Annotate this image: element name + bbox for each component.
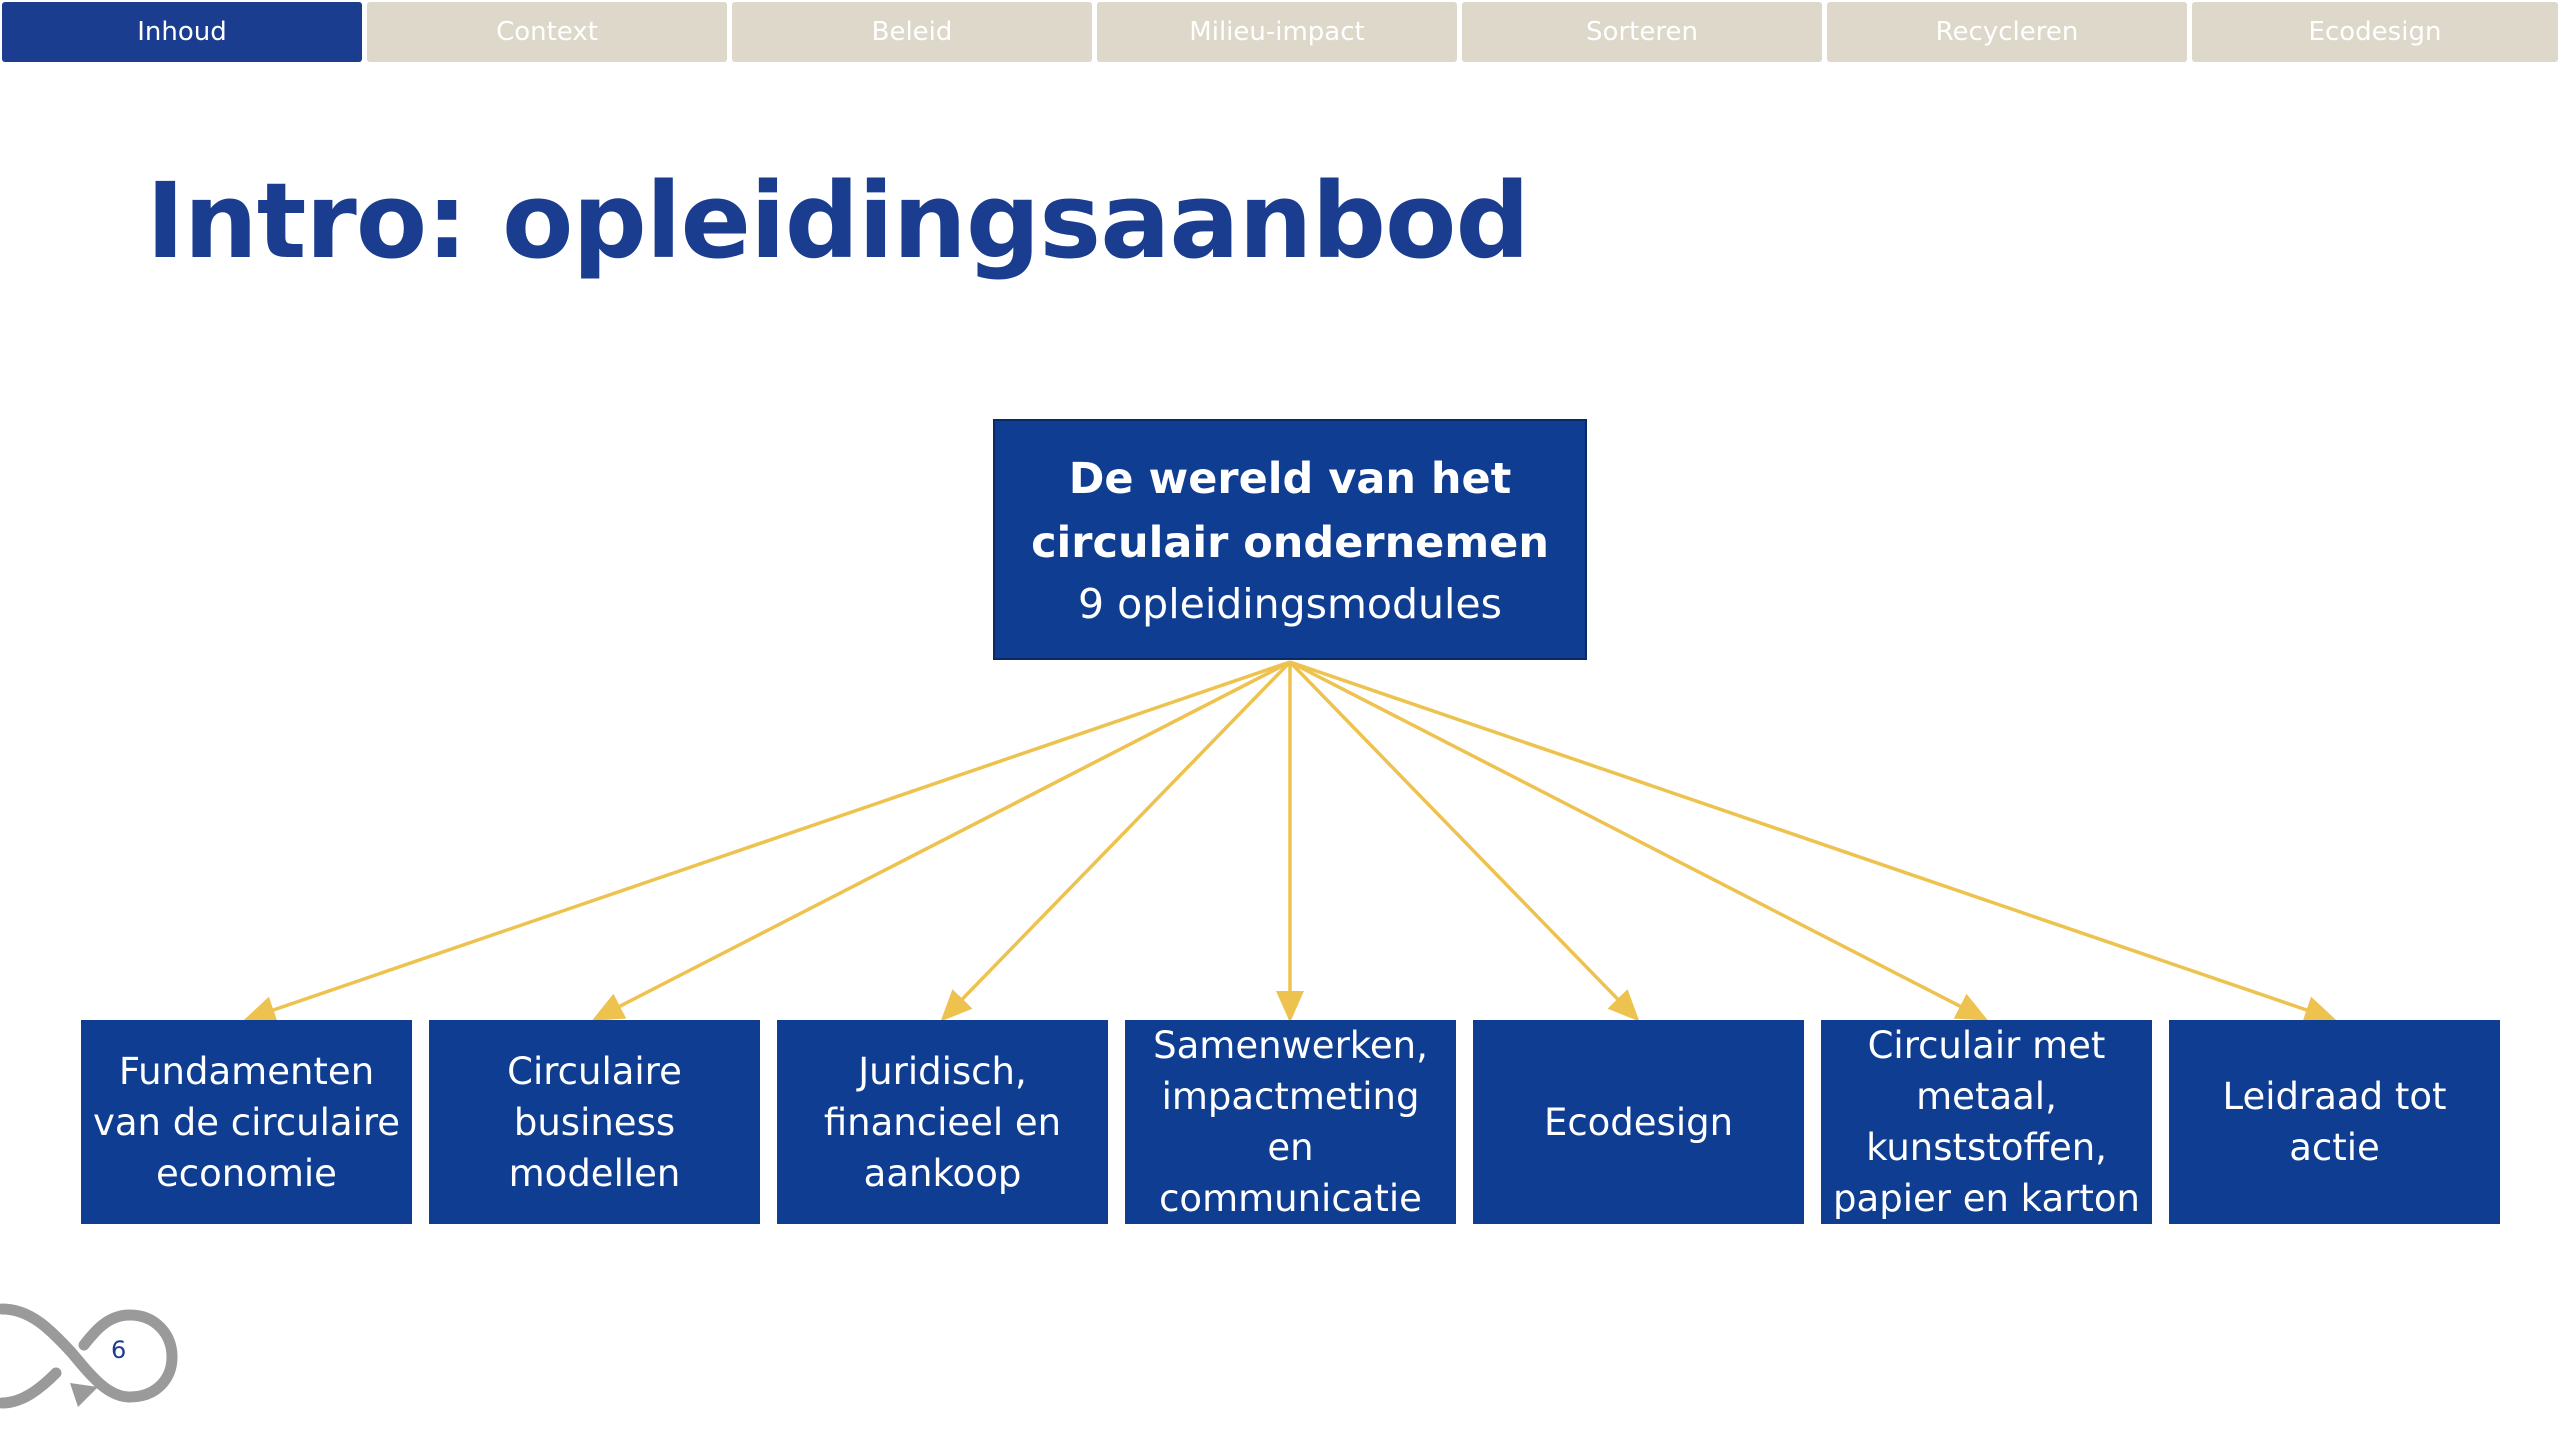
page-title: Intro: opleidingsaanbod	[146, 160, 1529, 282]
root-line-1: De wereld van het	[1068, 453, 1512, 504]
module-label: Ecodesign	[1543, 1100, 1734, 1144]
arrow-7	[1290, 662, 2333, 1019]
tab-label: Recycleren	[1935, 17, 2079, 47]
module-label: Circulaire business modellen	[507, 1049, 682, 1195]
module-leidraad	[2169, 1020, 2500, 1224]
tab-label: Milieu-impact	[1189, 17, 1365, 47]
root-line-2: circulair ondernemen	[1031, 517, 1549, 568]
tab-label: Beleid	[871, 17, 953, 47]
module-samenwerken	[1125, 1020, 1456, 1224]
module-label: Leidraad tot actie	[2222, 1075, 2447, 1169]
root-line-3: 9 opleidingsmodules	[1077, 579, 1503, 628]
module-business-modellen	[429, 1020, 760, 1224]
module-juridisch	[777, 1020, 1108, 1224]
tab-label: Ecodesign	[2308, 17, 2442, 47]
page-number: 6	[111, 1336, 127, 1364]
arrow-2	[595, 662, 1290, 1019]
module-label: Fundamenten van de circulaire economie	[92, 1049, 400, 1195]
module-label: Samenwerken, impactmeting en communicatie	[1153, 1024, 1428, 1220]
module-label: Juridisch, financieel en aankoop	[823, 1049, 1062, 1195]
root-node	[993, 419, 1587, 660]
arrow-6	[1290, 662, 1985, 1019]
tab-label: Sorteren	[1586, 17, 1698, 47]
arrow-1	[247, 662, 1290, 1019]
tab-label: Inhoud	[137, 17, 227, 47]
module-label: Circulair met metaal, kunststoffen, papier en karton	[1833, 1024, 2140, 1220]
circular-logo-icon	[0, 1285, 190, 1415]
module-materialen	[1821, 1020, 2152, 1224]
module-fundamenten	[81, 1020, 412, 1224]
arrow-3	[943, 662, 1290, 1019]
tab-label: Context	[496, 17, 598, 47]
module-ecodesign	[1473, 1020, 1804, 1224]
arrow-5	[1290, 662, 1637, 1019]
